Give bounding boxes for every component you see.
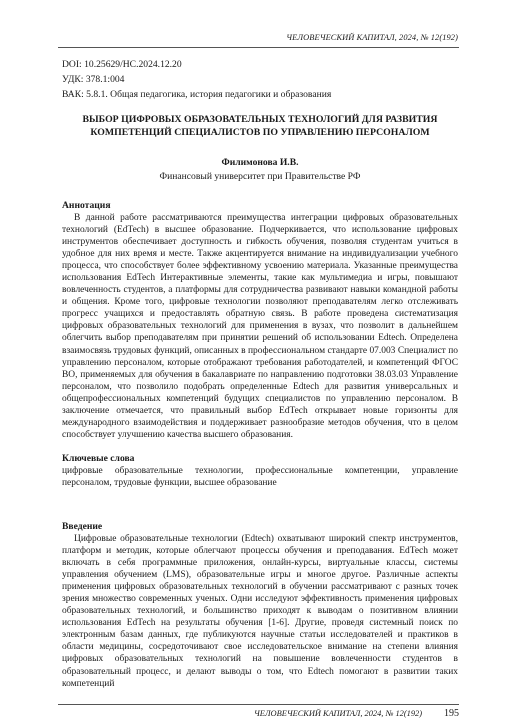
affiliation: Финансовый университет при Правительстве РФ <box>159 171 361 182</box>
abstract-text: В данной работе рассматриваются преимущества интеграции цифровых образовательных технологий (EdTech) в высшее образование. Подчеркивается, что использование цифровых инструментов обеспечивает доступность и гибкость обучения, позволяя студентам учиться в удобное для них время и месте. Также акцентируется внимание на индивидуализации учебного процесса, что способствует более эффективному усвоению материала. Указанные преимущества использования EdTech Интерактивные элементы, такие как мультимедиа и игры, повышают вовлеченность студентов, а платформы для сотрудничества развивают навыки командной работы и общения. Кроме того, цифровые технологии позволяют преподавателям легко отслеживать прогресс учащихся и предоставлять обратную связь. В работе проведена систематизация цифровых образовательных технологий для применения в вузах, что позволит в дальнейшем облегчить выбор преподавателям при принятии решений об использовании Edtech. Определена взаимосвязь трудовых функций, описанных в профессиональном стандарте 07.003 Специалист по управлению персоналом, которые отображают требования работодателей, и компетенций ФГОС ВО, применяемых для обучения в бакалавриате по направлению подготовки 38.03.03 Управление персоналом, что позволило подобрать определенные Edtech для развития универсальных и общепрофессиональных компетенций будущих специалистов по управлению персоналом. В заключение отмечается, что правильный выбор EdTech открывает новые горизонты для международного взаимодействия и поддерживает разнообразие методов обучения, что в целом способствует улучшению качества высшего образования. <box>62 213 458 440</box>
page-number: 195 <box>444 708 459 719</box>
footer <box>58 708 459 719</box>
running-head: ЧЕЛОВЕЧЕСКИЙ КАПИТАЛ, 2024, № 12(192) <box>286 33 458 42</box>
doi: DOI: 10.25629/HC.2024.12.20 <box>62 59 182 70</box>
udk: УДК: 378.1:004 <box>62 74 125 85</box>
author: Филимонова И.В. <box>221 157 299 168</box>
footer-journal: ЧЕЛОВЕЧЕСКИЙ КАПИТАЛ, 2024, № 12(192) <box>253 709 422 718</box>
header-rule <box>58 47 459 48</box>
introduction-text: Цифровые образовательные технологии (Edtech) охватывают широкий спектр инструментов, платформ и методик, которые облегчают процессы обучения и преподавания. EdTech может включать в себя программные приложения, онлайн-курсы, виртуальные классы, системы управления обучением (LMS), образовательные игры и многое другое. Различные аспекты применения цифровых образовательных технологий в обучении рассматривают с разных точек зрения множество современных ученых. Одни исследуют эффективность применения цифровых образовательных технологий, и большинство приходят к выводам о позитивном влиянии использования EdTech на результаты обучения [1-6]. Другие, проведя системный поиск по электронным базам данных, где публикуются научные статьи исследователей и практиков в области медицины, сосредоточивают свое исследовательское внимание на степени влияния цифровых образовательных технологий на повышение вовлеченности студентов в образовательный процесс, и делают выводы о том, что Edtech помогают в развитии таких компетенций <box>62 534 458 689</box>
footer-rule <box>58 704 459 705</box>
introduction-heading: Введение <box>62 521 103 532</box>
vak-code: ВАК: 5.8.1. Общая педагогика, история педагогики и образования <box>62 89 332 100</box>
abstract-heading: Аннотация <box>62 200 111 211</box>
keywords-text: цифровые образовательные технологии, профессиональные компетенции, управление персоналом, трудовые функции, высшее образование <box>62 466 458 489</box>
keywords-heading: Ключевые слова <box>62 453 135 464</box>
article-title: ВЫБОР ЦИФРОВЫХ ОБРАЗОВАТЕЛЬНЫХ ТЕХНОЛОГИЙ ДЛЯ РАЗВИТИЯ КОМПЕТЕНЦИЙ СПЕЦИАЛИСТОВ ПО УПРАВЛЕНИЮ ПЕРСОНАЛОМ <box>82 114 438 138</box>
